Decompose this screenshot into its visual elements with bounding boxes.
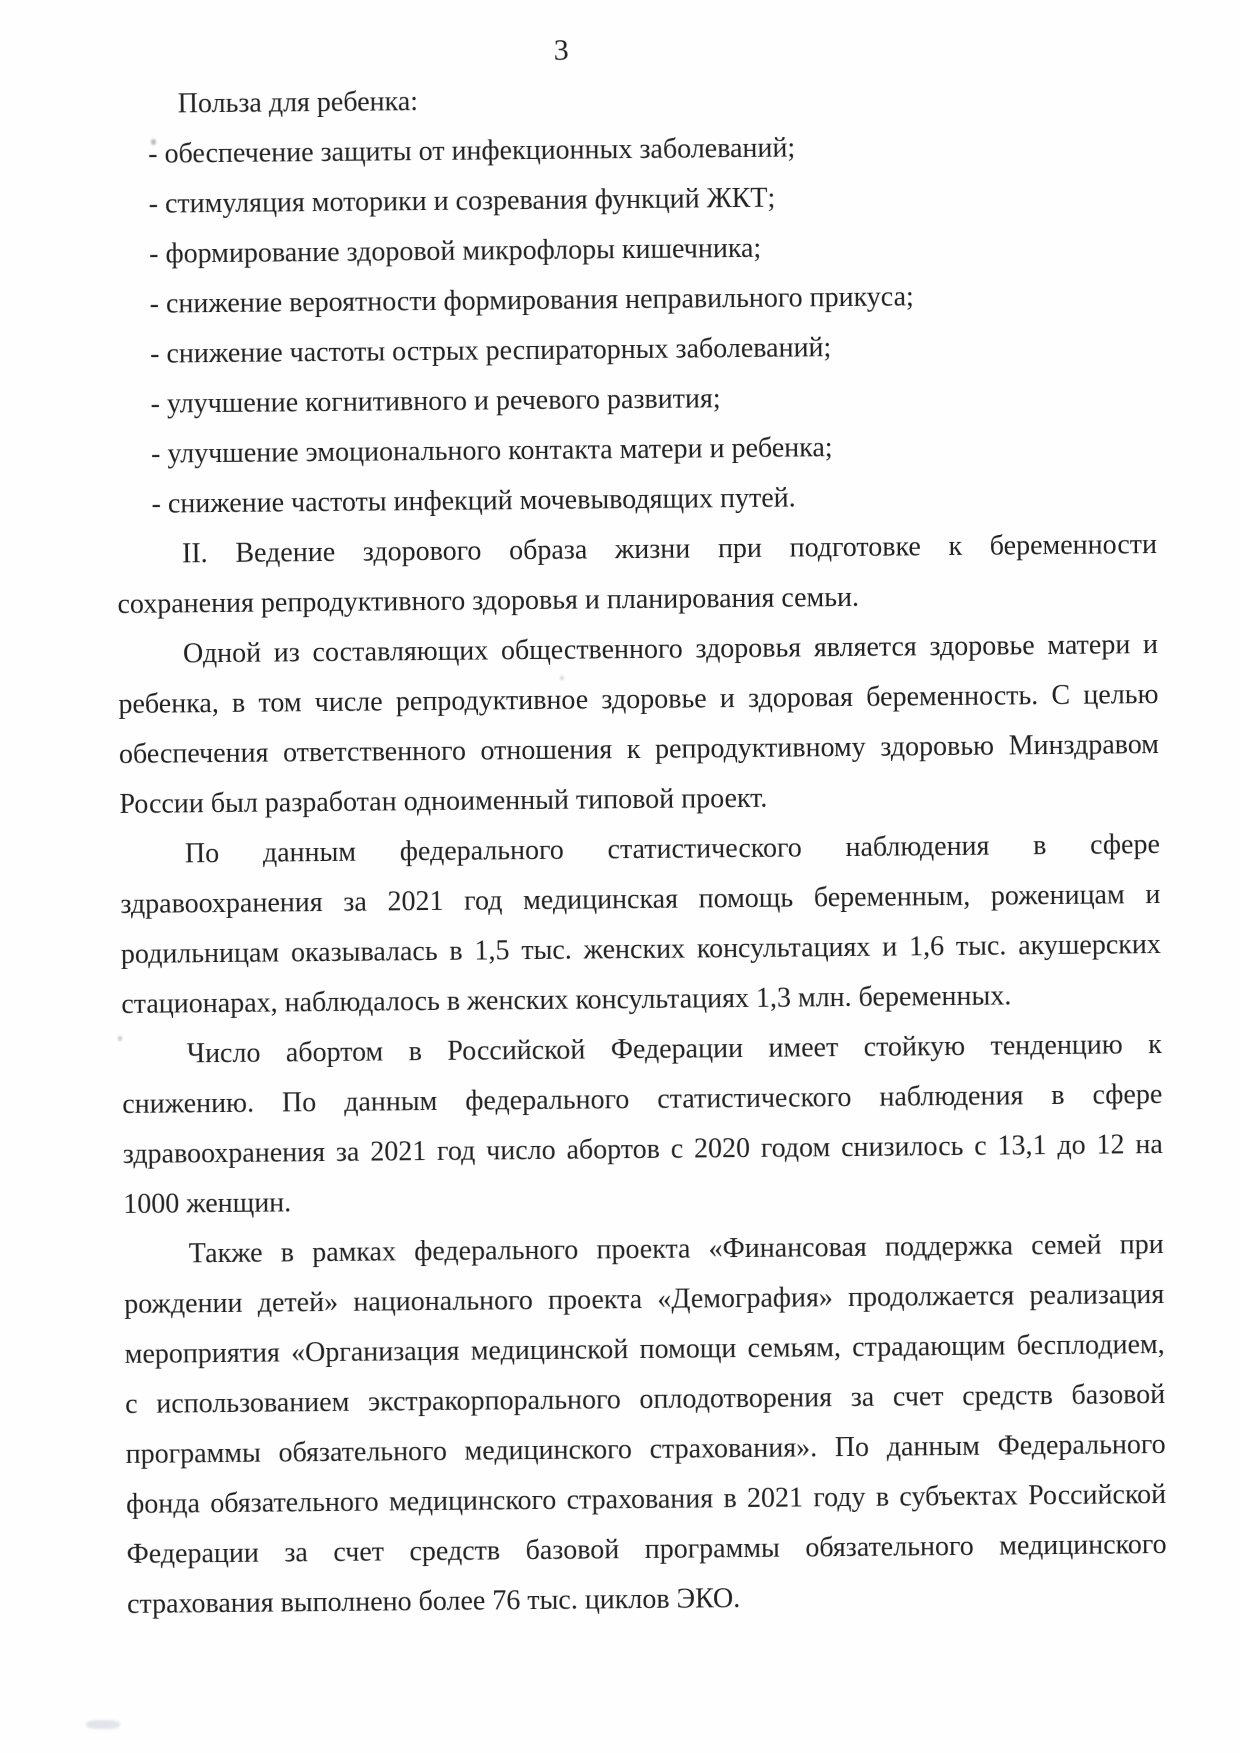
list-item: - снижение частоты инфекций мочевыводящих путей.	[151, 482, 796, 520]
text-line: родильницам оказывалась в 1,5 тыс. женских консультациях и 1,6 тыс. акушерских	[120, 928, 1161, 970]
list-item: - стимуляция моторики и созревания функций ЖКТ;	[148, 182, 776, 220]
text-line: здравоохранения за 2021 год медицинская помощь беременным, роженицам и	[120, 878, 1161, 920]
text-line: сохранения репродуктивного здоровья и планирования семьи.	[117, 581, 860, 620]
text-line: с использованием экстракорпорального оплодотворения за счет средств базовой	[125, 1378, 1166, 1420]
section-heading: Польза для ребенка:	[177, 86, 419, 120]
text-line: фонда обязательного медицинского страхования в 2021 году в субъектах Российской	[126, 1478, 1167, 1520]
document-text-block	[112, 20, 1167, 1630]
text-line: программы обязательного медицинского страхования». По данным Федерального	[125, 1428, 1166, 1470]
list-item: - улучшение эмоционального контакта матери и ребенка;	[150, 432, 833, 470]
text-line: Также в рамках федерального проекта «Финансовая поддержка семей при	[188, 1228, 1164, 1270]
text-line: обеспечения ответственного отношения к репродуктивному здоровью Минздравом	[118, 728, 1160, 770]
text-line: страхования выполнено более 76 тыс. циклов ЭКО.	[126, 1583, 741, 1620]
text-line: Федерации за счет средств базовой программы обязательного медицинского	[126, 1528, 1167, 1570]
text-line: России был разработан одноименный типовой проект.	[119, 782, 768, 820]
page-number: 3	[553, 33, 569, 67]
text-line: мероприятия «Организация медицинской помощи семьям, страдающим бесплодием,	[124, 1328, 1165, 1370]
text-line: снижению. По данным федерального статистического наблюдения в сфере	[122, 1078, 1163, 1120]
text-line: 1000 женщин.	[123, 1187, 292, 1220]
scan-artifact	[151, 139, 156, 145]
text-line: ребенка, в том числе репродуктивное здоровье и здоровая беременность. С целью	[118, 678, 1159, 720]
text-line: рождении детей» национального проекта «Демография» продолжается реализация	[124, 1278, 1165, 1320]
text-line: стационарах, наблюдалось в женских консультациях 1,3 млн. беременных.	[121, 980, 1012, 1020]
scan-artifact	[118, 1036, 122, 1041]
list-item: - улучшение когнитивного и речевого развития;	[150, 383, 721, 420]
text-line: Число абортом в Российской Федерации имеет стойкую тенденцию к	[186, 1028, 1162, 1070]
text-line: По данным федерального статистического наблюдения в сфере	[184, 828, 1161, 870]
section-title-line: II. Ведение здорового образа жизни при подготовке к беременности	[181, 528, 1158, 570]
list-item: - формирование здоровой микрофлоры кишечника;	[149, 232, 762, 270]
text-line: здравоохранения за 2021 год число абортов с 2020 годом снизилось с 13,1 до 12 на	[122, 1128, 1163, 1170]
list-item: - снижение частоты острых респираторных заболеваний;	[149, 332, 832, 370]
list-item: - обеспечение защиты от инфекционных заболеваний;	[148, 132, 796, 170]
list-item: - снижение вероятности формирования неправильного прикуса;	[149, 281, 914, 320]
scan-artifact	[560, 676, 564, 680]
scan-artifact	[86, 1720, 120, 1729]
text-line: Одной из составляющих общественного здоровья является здоровье матери и	[182, 628, 1159, 670]
